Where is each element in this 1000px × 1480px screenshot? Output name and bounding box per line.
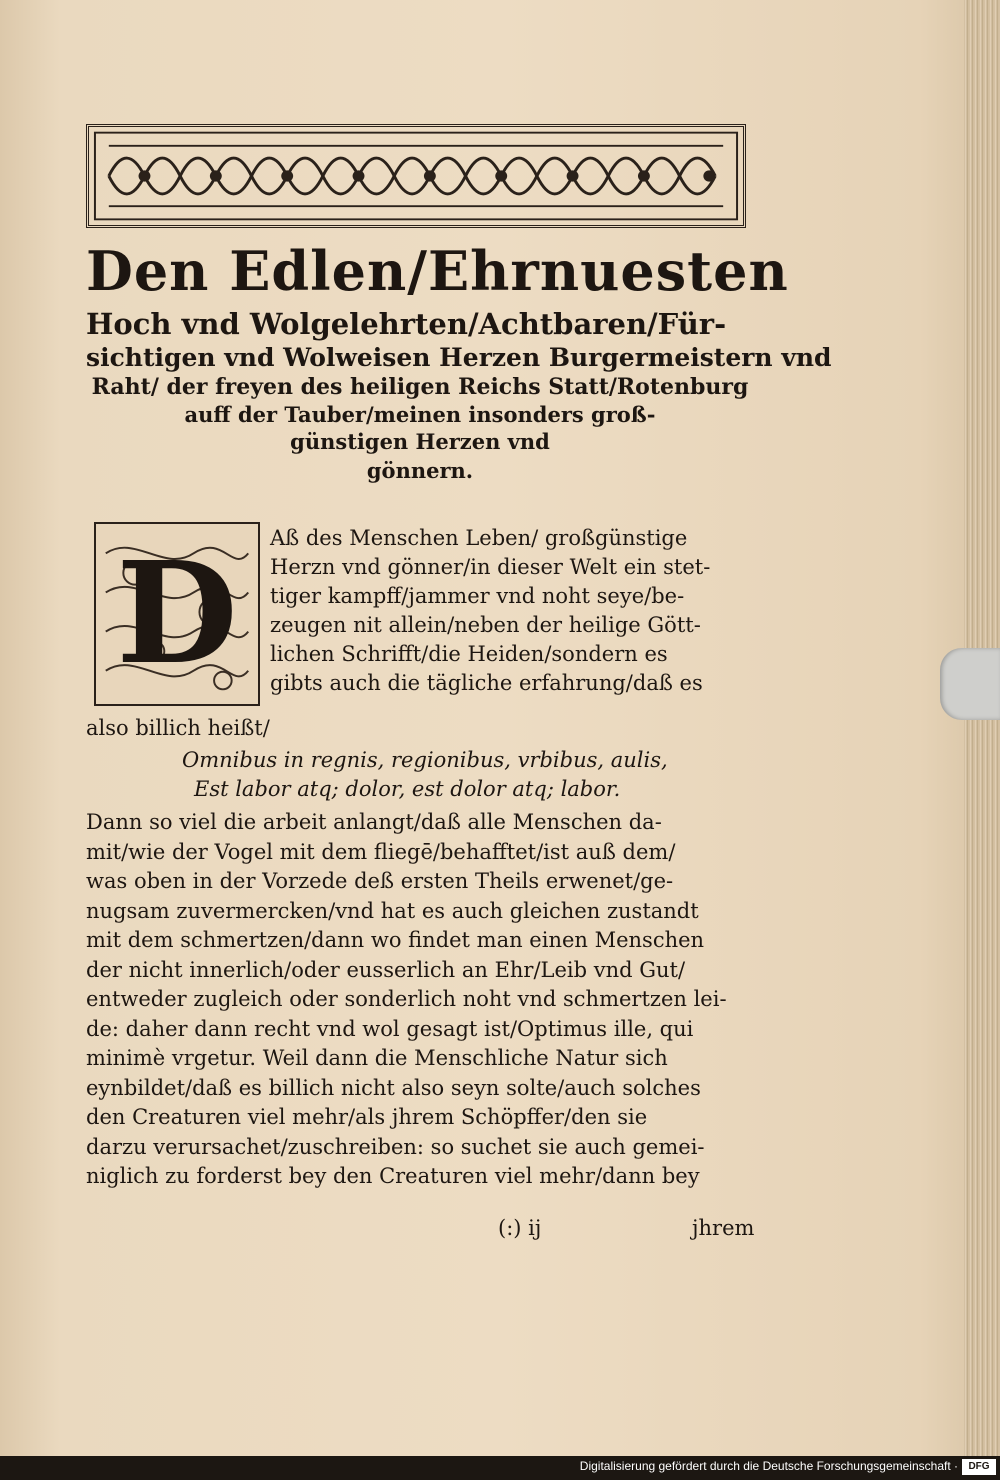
latin-verse xyxy=(182,746,742,804)
text-line: eynbildet/daß es billich nicht also seyn solte/auch solches xyxy=(86,1075,701,1100)
text-line: nugsam zuvermercken/vnd hat es auch gleichen zustandt xyxy=(86,898,699,923)
title-line-4: Raht/ der freyen des heiligen Reichs Statt/Rotenburg xyxy=(91,374,749,400)
catchword: jhrem xyxy=(692,1216,755,1240)
title-line-5: auff der Tauber/meinen insonders groß- xyxy=(184,402,656,427)
text-line: gibts auch die tägliche erfahrung/daß es xyxy=(270,671,703,695)
text-line: also billich heißt/ xyxy=(86,716,270,740)
page-edge xyxy=(964,0,1000,1456)
header-ornament xyxy=(86,124,746,228)
text-line: den Creaturen viel mehr/als jhrem Schöpffer/den sie xyxy=(86,1105,648,1129)
text-line: niglich zu forderst bey den Creaturen viel mehr/dann bey xyxy=(86,1164,700,1188)
text-line: de: daher dann recht vnd wol gesagt ist/Optimus ille, qui xyxy=(86,1016,694,1041)
title-line-2: Hoch vnd Wolgelehrten/Achtbaren/Für- xyxy=(86,307,727,341)
text-line: der nicht innerlich/oder eusserlich an Ehr/Leib vnd Gut/ xyxy=(86,957,686,982)
text-line: Aß des Menschen Leben/ großgünstige xyxy=(270,526,688,550)
text-line: entweder zugleich oder sonderlich noht vnd schmertzen lei- xyxy=(86,987,727,1011)
title-line-6: günstigen Herzen vnd xyxy=(290,429,550,454)
signature-mark: (:) ij xyxy=(498,1216,542,1240)
decorated-initial xyxy=(94,522,260,706)
title-line-7: gönnern. xyxy=(366,458,474,483)
text-block xyxy=(86,118,832,1278)
footer-credit: Digitalisierung gefördert durch die Deutsche Forschungsgemeinschaft · xyxy=(579,1459,958,1473)
dedication-title xyxy=(86,239,832,483)
paragraph-1-last-line xyxy=(86,714,270,743)
text-line: minimè vrgetur. Weil dann die Menschliche Natur sich xyxy=(86,1046,668,1070)
text-line: lichen Schrifft/die Heiden/sondern es xyxy=(270,642,668,666)
text-line: mit dem schmertzen/dann wo findet man einen Menschen xyxy=(86,928,705,952)
text-line: darzu verursachet/zuschreiben: so suchet sie auch gemei- xyxy=(86,1134,705,1159)
text-line: Herzn vnd gönner/in dieser Welt ein stet- xyxy=(270,555,711,579)
text-line: Dann so viel die arbeit anlangt/daß alle Menschen da- xyxy=(86,810,662,834)
footer-bar xyxy=(0,1456,1000,1480)
title-line-3: sichtigen vnd Wolweisen Herzen Burgermeistern vnd xyxy=(86,343,832,372)
paragraph-1 xyxy=(270,524,750,698)
text-line: mit/wie der Vogel mit dem fliegē/behafftet/ist auß dem/ xyxy=(86,839,676,864)
text-line: zeugen nit allein/neben der heilige Gött- xyxy=(270,613,701,637)
verse-line: Est labor atq; dolor, est dolor atq; labor. xyxy=(194,777,621,801)
initial-letter: D xyxy=(116,532,238,696)
verse-line: Omnibus in regnis, regionibus, vrbibus, aulis, xyxy=(182,748,668,772)
page-clip xyxy=(940,648,1000,720)
title-line-1: Den Edlen/Ehrnuesten xyxy=(86,239,789,303)
text-line: tiger kampff/jammer vnd noht seye/be- xyxy=(270,584,685,608)
dfg-logo: DFG xyxy=(962,1459,996,1475)
text-line: was oben in der Vorzede deß ersten Theils erwenet/ge- xyxy=(86,869,674,893)
paragraph-2 xyxy=(86,808,754,1192)
